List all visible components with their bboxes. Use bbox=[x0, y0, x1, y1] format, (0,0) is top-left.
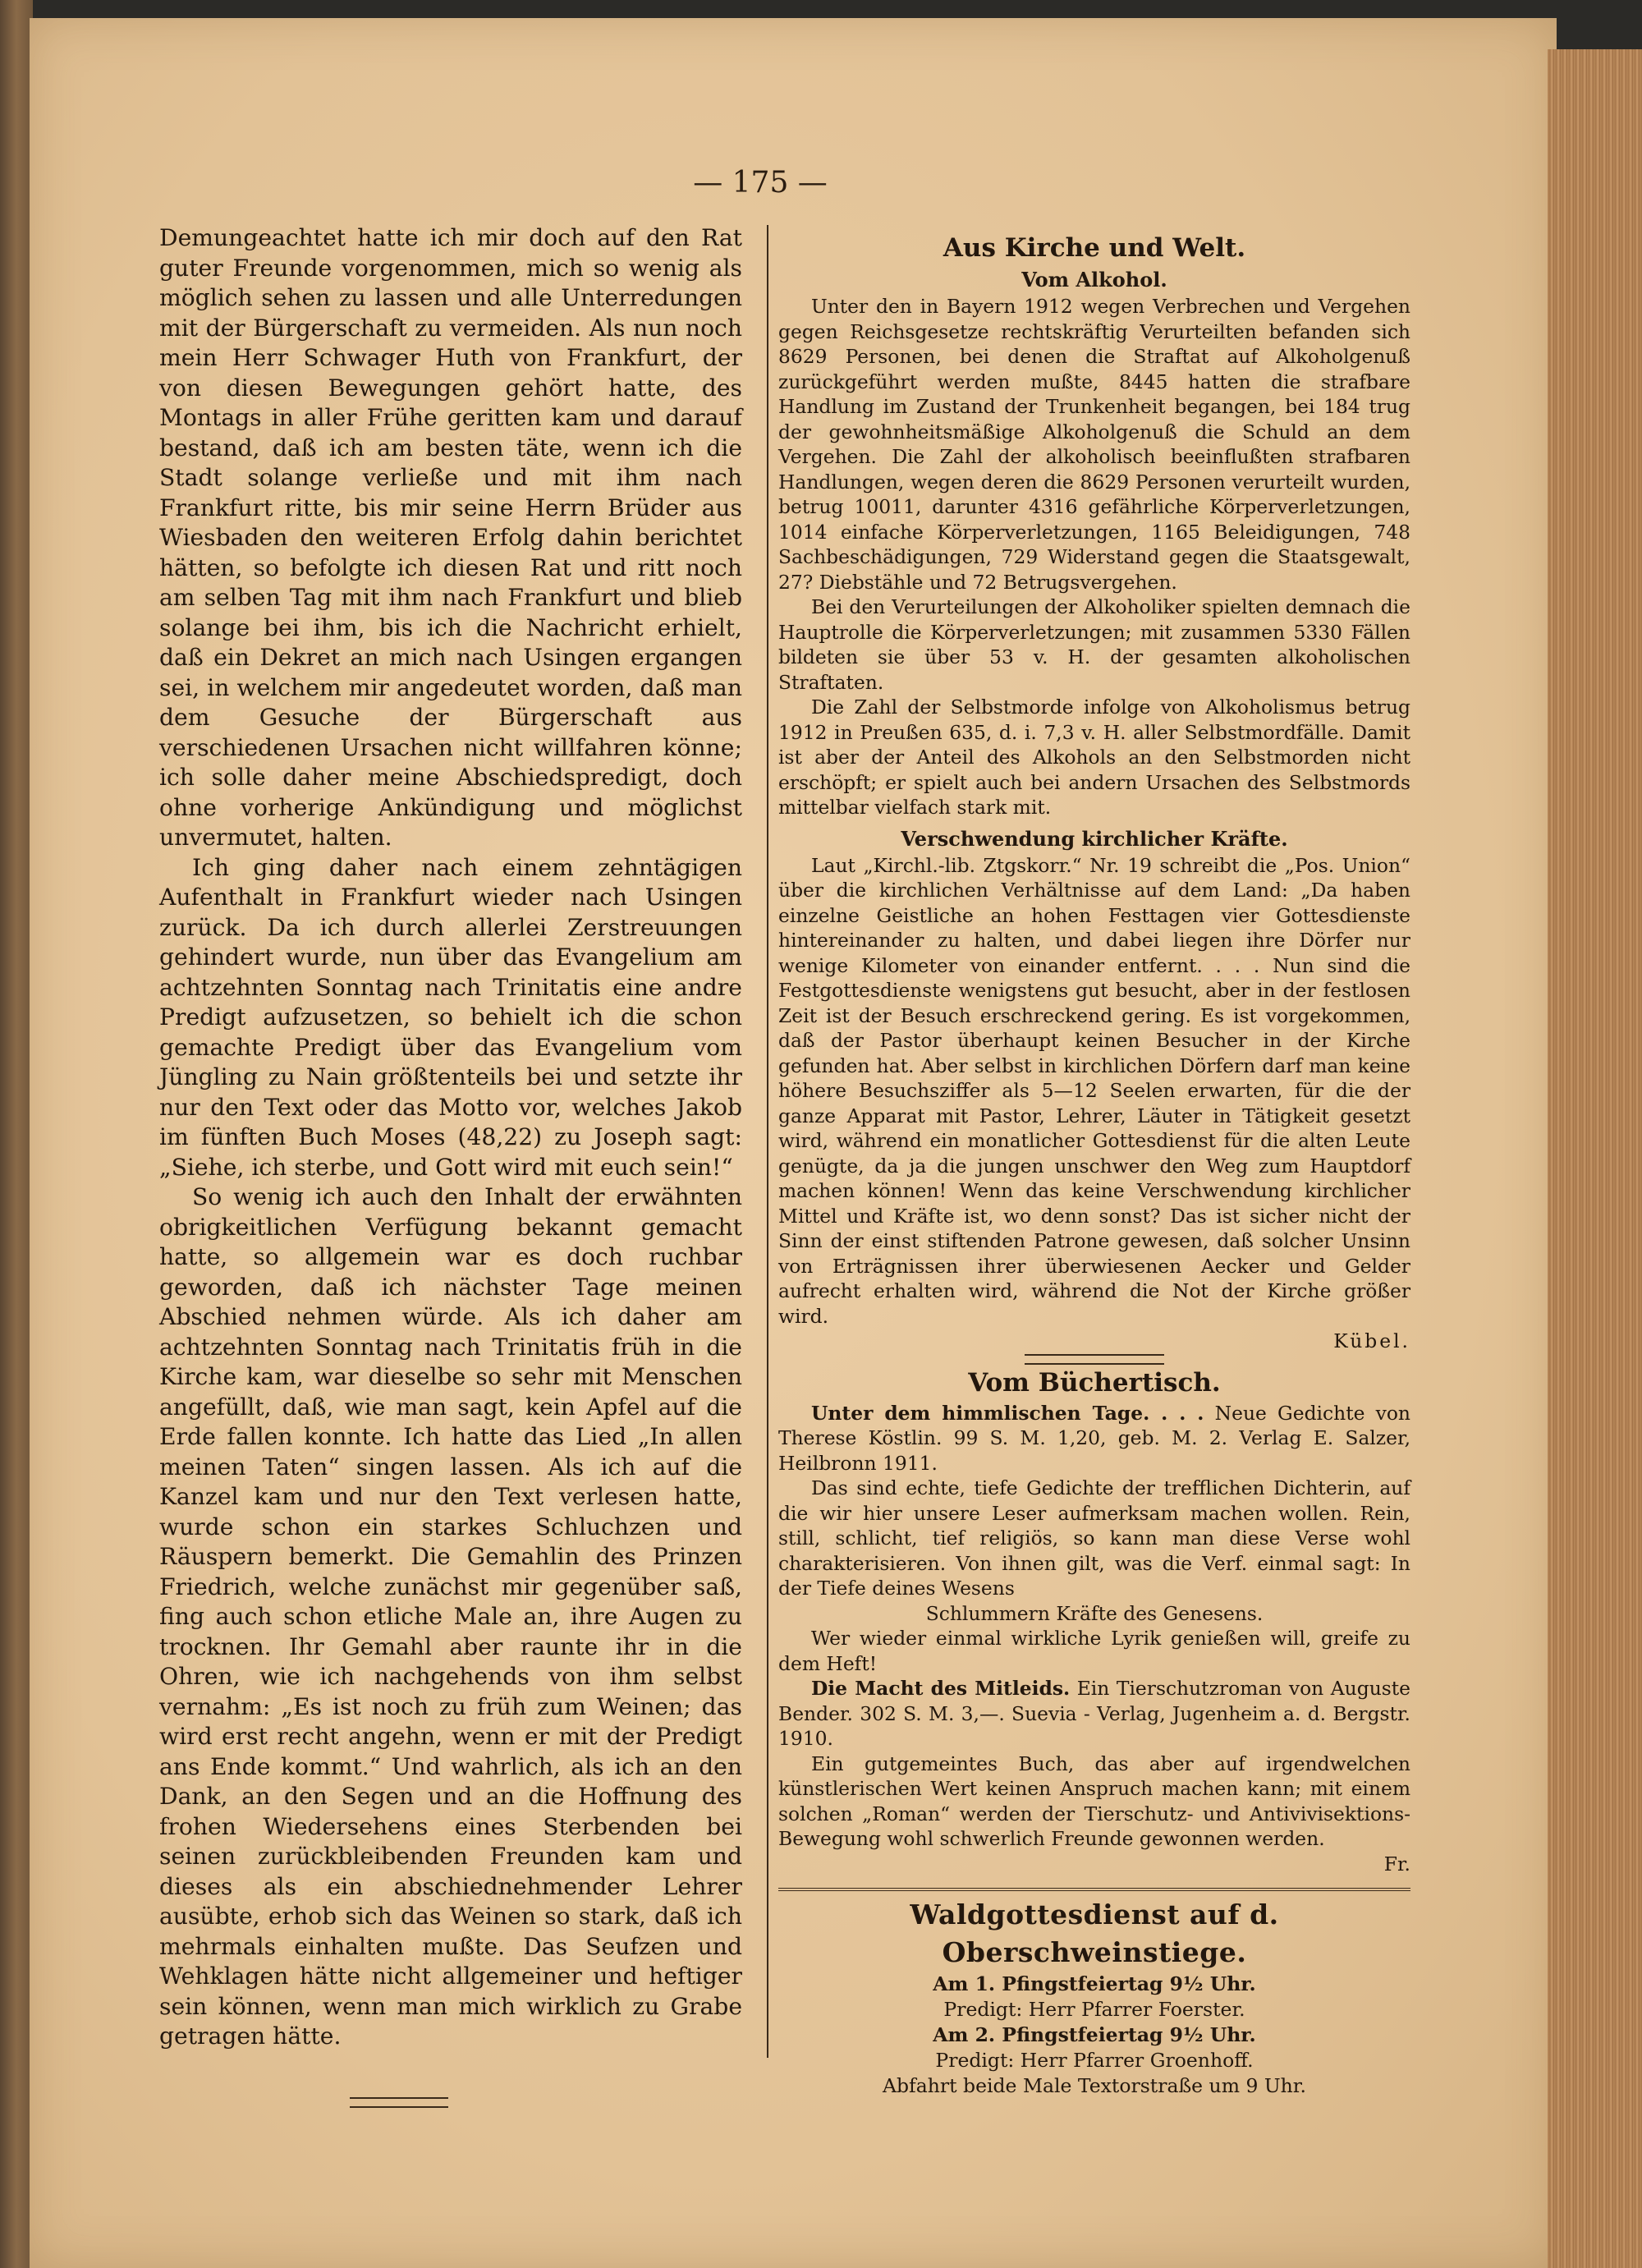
notice-line-4: Predigt: Herr Pfarrer Groenhoff. bbox=[935, 2049, 1254, 2072]
section-separator-rule bbox=[1025, 1354, 1164, 1365]
left-paragraph-3: So wenig ich auch den Inhalt der erwähnten obrigkeitlichen Verfügung bekannt gemacht hatte, so allgemein war es doch ruchbar geworden, daß ich nächster Tage meinen Abschied nehmen würde. Als ich daher am achtzehnten Sonntag nach Trinitatis früh in die Kirche kam, war dieselbe so sehr mit Menschen angefüllt, daß, wie man sagt, kein Apfel auf die Erde fallen konnte. Ich hatte das Lied „In allen meinen Taten“ singen lassen. Als ich auf die Kanzel kam und nur den Text verlesen hatte, wurde schon ein starkes Schluchzen und Räuspern bemerkt. Die Gemahlin des Prinzen Friedrich, welche zunächst mir gegenüber saß, fing auch schon etliche Male an, ihre Augen zu trocknen. Ihr Gemahl aber raunte ihr in die Ohren, wie ich nachgehends von ihm selbst vernahm: „Es ist noch zu früh zum Weinen; das wird erst recht angehn, wenn er mit der Predigt ans Ende kommt.“ Und wahrlich, als ich an den Dank, an den Segen und an die Hoffnung des frohen Wiedersehens eines Sterbenden bei seinen zurückbleibenden Freunden kam und dieses als ein abschiednehmender Lehrer ausübte, erhob sich das Weinen so stark, daß ich mehrmals einhalten mußte. Das Seufzen und Wehklagen hätte nicht allgemeiner und heftiger sein können, wenn man mich wirklich zu Grabe getragen hätte. bbox=[159, 1183, 742, 2050]
notice-line-5: Abfahrt beide Male Textorstraße um 9 Uhr. bbox=[883, 2074, 1306, 2097]
notice-line-3: Am 2. Pfingstfeiertag 9½ Uhr. bbox=[933, 2023, 1256, 2046]
section-title-kirche-welt: Aus Kirche und Welt. bbox=[943, 233, 1246, 263]
notice-line-1: Am 1. Pfingstfeiertag 9½ Uhr. bbox=[933, 1972, 1256, 1995]
book2-signature: Fr. bbox=[1383, 1852, 1410, 1875]
verschwendung-paragraph: Laut „Kirchl.-lib. Ztgskorr.“ Nr. 19 schreibt die „Pos. Union“ über die kirchlichen Verhältnisse auf dem Land: „Da haben einzelne Geistliche an hohen Festtagen vier Gottesdienste hintereinander zu halten, und dabei liegen ihre Dörfer nur wenige Kilometer von einander entfernt. . . . Nun sind die Festgottesdienste wenigstens gut besucht, aber in der festlosen Zeit ist der Besuch erschreckend gering. Es ist vorgekommen, daß der Pastor überhaupt keinen Besucher in der Kirche gefunden hat. Aber selbst in kirchlichen Dörfern darf man keine höhere Besuchsziffer als 5—12 Seelen erwarten, für die der ganze Apparat mit Pastor, Lehrer, Läuter in Tätigkeit gesetzt wird, während ein monatlicher Gottesdienst für die alten Leute genügte, da ja die jungen unschwer den Weg zum Hauptdorf machen können! Wenn das keine Verschwendung kirchlicher Mittel und Kräfte ist, wo denn sonst? Das ist sicher nicht der Sinn der einst stiftenden Patrone gewesen, daß solcher Unsinn von Erträgnissen ihrer überwiesenen Aecker und Gelder aufrecht erhalten wird, während die Not der Kirche größer wird. bbox=[778, 853, 1410, 1328]
left-paragraph-1: Demungeachtet hatte ich mir doch auf den Rat guter Freunde vorgenommen, mich so wenig als möglich sehen zu lassen und alle Unterredungen mit der Bürgerschaft zu vermeiden. Als nun noch mein Herr Schwager Huth von Frankfurt, der von diesen Bewegungen gehört hatte, des Montags in aller Frühe geritten kam und darauf bestand, daß ich am besten täte, wenn ich die Stadt solange verließe und mit ihm nach Frankfurt ritte, bis mir seine Herrn Brüder aus Wiesbaden den weiteren Erfolg dahin berichtet hätten, so befolgte ich diesen Rat und ritt noch am selben Tag mit ihm nach Frankfurt und blieb solange bei ihm, bis ich die Nachricht erhielt, daß ein Dekret an mich nach Usingen ergangen sei, in welchem mir angedeutet worden, daß man dem Gesuche der Bürgerschaft aus verschiedenen Ursachen nicht willfahren könne; ich solle daher meine Abschiedspredigt, doch ohne vorherige Ankündigung und möglichst unvermutet, halten. bbox=[159, 224, 742, 851]
column-divider bbox=[767, 225, 768, 2058]
notice-line-2: Predigt: Herr Pfarrer Foerster. bbox=[943, 1998, 1245, 2021]
book2-review: Ein gutgemeintes Buch, das aber auf irgendwelchen künstlerischen Wert keinen Anspruch machen kann; mit einem solchen „Roman“ werden der Tierschutz- und Antivivisektions-Bewegung wohl schwerlich Freunde gewonnen werden. bbox=[778, 1752, 1410, 1850]
book2-meta: Ein Tierschutzroman von Auguste Bender. 302 S. M. 3,—. Suevia - Verlag, Jugenheim a. d. Bergstr. 1910. bbox=[778, 1677, 1411, 1750]
book1-review: Das sind echte, tiefe Gedichte der trefflichen Dichterin, auf die wir hier unsere Leser aufmerksam machen wollen. Rein, still, schlicht, tief religiös, so kann man diese Verse wohl charakterisieren. Von ihnen gilt, was die Verf. einmal sagt: In der Tiefe deines Wesens bbox=[778, 1476, 1410, 1600]
book1-closing: Wer wieder einmal wirkliche Lyrik genießen will, greife zu dem Heft! bbox=[778, 1627, 1410, 1675]
alkohol-paragraph-2: Bei den Verurteilungen der Alkoholiker spielten demnach die Hauptrolle die Körperverletzungen; mit zusammen 5330 Fällen bildeten sie über 53 v. H. der gesamten alkoholischen Straftaten. bbox=[778, 595, 1410, 694]
left-column-end-rule bbox=[350, 2097, 448, 2108]
book-cover-edge bbox=[0, 0, 33, 2268]
page-number: — 175 — bbox=[693, 166, 828, 200]
alkohol-paragraph-1: Unter den in Bayern 1912 wegen Verbrechen und Vergehen gegen Reichsgesetze rechtskräftig Verurteilten befanden sich 8629 Personen, bei denen die Straftat auf Alkoholgenuß zurückgeführt werden mußte, 8445 hatten die strafbare Handlung im Zustand der Trunkenheit begangen, bei 184 trug der gewohnheitsmäßige Alkoholgenuß die Schuld an dem Vergehen. Die Zahl der alkoholisch beeinflußten strafbaren Handlungen, wegen deren die 8629 Personen verurteilt wurden, betrug 10011, darunter 4316 gefährliche Körperverletzungen, 1014 einfache Körperverletzungen, 1165 Beleidigungen, 748 Sachbeschädigungen, 729 Widerstand gegen die Staatsgewalt, 27? Diebstähle und 72 Betrugsvergehen. bbox=[778, 295, 1410, 594]
book-page bbox=[30, 18, 1557, 2268]
book1-title: Unter dem himmlischen Tage. . . . bbox=[811, 1401, 1204, 1425]
book1-meta: Neue Gedichte von Therese Köstlin. 99 S. M. 1,20, geb. M. 2. Verlag E. Salzer, Heilbronn 1911. bbox=[778, 1401, 1410, 1475]
notice-title: Waldgottesdienst auf d. Oberschweinstiege. bbox=[910, 1898, 1279, 1968]
article-title-verschwendung: Verschwendung kirchlicher Kräfte. bbox=[901, 826, 1288, 851]
alkohol-paragraph-3: Die Zahl der Selbstmorde infolge von Alkoholismus betrug 1912 in Preußen 635, d. i. 7,3 v. H. aller Selbstmordfälle. Damit ist aber der Anteil des Alkohols an den Selbstmorden nicht erschöpft; er spielt auch bei andern Ursachen des Selbstmords mittelbar vielfach stark mit. bbox=[778, 696, 1410, 819]
book2-title: Die Macht des Mitleids. bbox=[811, 1677, 1071, 1700]
page-block-edges bbox=[1548, 49, 1642, 2268]
waldgottesdienst-notice bbox=[778, 1888, 1410, 2099]
right-column bbox=[778, 230, 1410, 2099]
section-title-buechertisch: Vom Büchertisch. bbox=[968, 1367, 1221, 1398]
book1-quote: Schlummern Kräfte des Genesens. bbox=[925, 1601, 1264, 1625]
verschwendung-signature: Kübel. bbox=[1333, 1329, 1410, 1352]
left-paragraph-2: Ich ging daher nach einem zehntägigen Aufenthalt in Frankfurt wieder nach Usingen zurück. Da ich durch allerlei Zerstreuungen gehindert wurde, nun über das Evangelium am achtzehnten Sonntag nach Trinitatis eine andre Predigt aufzusetzen, so behielt ich die schon gemachte Predigt über das Evangelium vom Jüngling zu Nain größtenteils bei und setzte ihr nur den Text oder das Motto vor, welches Jakob im fünften Buch Moses (48,22) zu Joseph sagt: „Siehe, ich sterbe, und Gott wird mit euch sein!“ bbox=[159, 853, 742, 1181]
left-column bbox=[159, 223, 742, 2052]
article-title-alkohol: Vom Alkohol. bbox=[1021, 268, 1167, 292]
